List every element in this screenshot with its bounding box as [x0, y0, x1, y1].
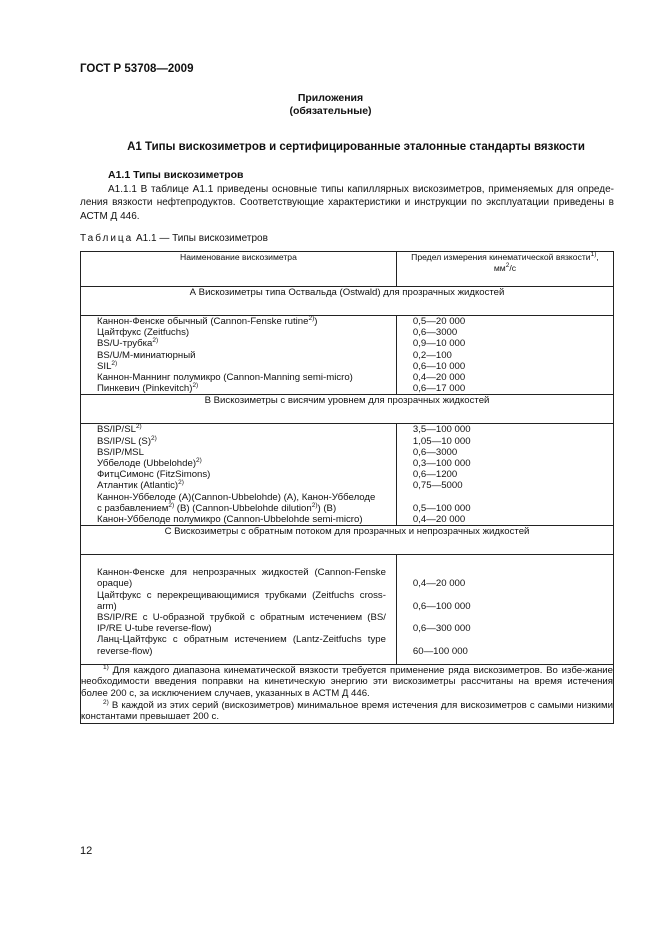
viscometer-name: arm) [97, 600, 117, 612]
viscometer-name: BS/U-трубка$^{2)}$ [97, 337, 159, 350]
range-value: 0,5—100 000 [412, 502, 471, 514]
standard-designation: ГОСТ Р 53708—2009 [80, 63, 194, 75]
group-c-rows [81, 555, 614, 665]
viscometer-name: Каннон-Уббелоде (A)(Cannon-Ubbelohde) (A), Канон-Уббелоде [97, 491, 376, 503]
range-value: 0,4—20 000 [412, 372, 466, 384]
range-value: 3,5—100 000 [412, 424, 471, 436]
range-value: 0,2—100 [412, 349, 452, 361]
group-c-title: С Вискозиметры с обратным потоком для прозрачных и непрозрачных жидкостей [81, 526, 614, 555]
viscometer-types-table [80, 251, 614, 724]
range-value: 1,05—10 000 [412, 435, 471, 447]
table-caption-label: Таблица [80, 233, 134, 244]
viscometer-name: BS/U/M-миниатюрный [97, 349, 196, 361]
viscometer-name: с разбавлением$^{2)}$ (B) (Cannon-Ubbelohde dilution$^{2)}$) (B) [97, 501, 337, 514]
table-header-row [81, 252, 614, 287]
range-value: 0,4—20 000 [412, 514, 466, 526]
group-c-values [396, 555, 613, 665]
table-footnotes-row [81, 664, 614, 723]
viscometer-name: Ланц-Цайтфукс с обратным истечением (Lantz-Zeitfuchs type [97, 634, 386, 646]
viscometer-name: BS/IP/SL $(S)^{2)}$ [97, 434, 157, 447]
range-value: 0,6—17 000 [412, 383, 466, 395]
footnote-1: $^{1)}$ Для каждого диапазона кинематической вязкости требуется применение ряда вискозиметров. Во избе-жание необходимости введения поправки на кинетическую энергию эти вискозиметры рассчитаны на время истечения более 200 с, за исключением случаев, указанных в АСТМ Д 446. [81, 663, 613, 700]
viscometer-name: SIL$^{2)}$ [97, 359, 118, 372]
group-a-heading-row [81, 287, 614, 316]
footnote-2: $^{2)}$ В каждой из этих серий (вискозиметров) минимальное время истечения для вискозиметров с самыми низкими константами превышает 200 с. [81, 698, 613, 723]
group-a-names [81, 316, 397, 395]
range-value: 0,6—100 000 [412, 600, 471, 612]
range-value: 60—100 000 [412, 645, 468, 657]
viscometer-name: Цайтфукс с перекрещивающимися трубками (Zeitfuchs cross- [97, 589, 386, 601]
viscometer-name: BS/IP/SL$^{2)}$ [97, 423, 142, 436]
viscometer-name: Каннон-Маннинг полумикро (Cannon-Manning semi-micro) [97, 372, 353, 384]
range-value: 0,6—10 000 [412, 360, 466, 372]
group-b-names [81, 424, 397, 526]
range-value: 0,75—5000 [412, 480, 463, 492]
viscometer-name: opaque) [97, 578, 133, 590]
viscometer-name: BS/IP/MSL [97, 446, 144, 458]
table-footnotes [81, 664, 614, 723]
column-header-range: Предел измерения кинематической вязкости$^{1)}$, $мм^2/с$ [396, 252, 613, 287]
group-b-heading-row [81, 395, 614, 424]
viscometer-name: Уббелоде (Ubbelohde)$^{2)}$ [97, 457, 202, 470]
group-b-title: В Вискозиметры с висячим уровнем для прозрачных жидкостей [81, 395, 614, 424]
table-caption [80, 233, 268, 244]
intro-paragraph [80, 183, 614, 223]
table-caption-title: А1.1 — Типы вискозиметров [136, 233, 268, 244]
group-b-rows [81, 424, 614, 526]
range-value: 0,3—100 000 [412, 458, 471, 470]
viscometer-name: BS/IP/RE с U-образной трубкой с обратным истечением (BS/ [97, 612, 386, 624]
viscometer-name: IP/RE U-tube reverse-flow) [97, 623, 212, 635]
column-header-name: Наименование вискозиметра [81, 252, 397, 287]
range-value: 0,5—20 000 [412, 316, 466, 327]
range-value: 0,9—10 000 [412, 338, 466, 350]
group-c-names [81, 555, 397, 665]
group-a-title: А Вискозиметры типа Оствальда (Ostwald) для прозрачных жидкостей [81, 287, 614, 316]
paragraph-line: ления вязкости нефтепродуктов. Соответствующие характеристики и инструкции по эксплуатации приведены в [80, 197, 614, 209]
range-value [413, 492, 613, 503]
paragraph-line: А1.1.1 В таблице А1.1 приведены основные типы капиллярных вискозиметров, применяемых для опреде- [108, 184, 614, 195]
viscometer-name: ФитцСимонс (FitzSimons) [97, 469, 211, 481]
page-number: 12 [80, 845, 93, 857]
range-value: 0,6—3000 [412, 327, 458, 339]
range-value: 0,4—20 000 [412, 578, 466, 590]
appendix-title: Приложения [297, 92, 364, 104]
range-value: 0,6—300 000 [412, 623, 471, 635]
group-a-values [396, 316, 613, 395]
section-title: А1 Типы вискозиметров и сертифицированные эталонные стандарты вязкости [127, 141, 585, 153]
range-value: 0,6—3000 [412, 446, 458, 458]
viscometer-name: Каннон-Фенске для непрозрачных жидкостей (Cannon-Fenske [97, 567, 386, 579]
paragraph-line: АСТМ Д 446. [80, 210, 140, 222]
viscometer-name: Каннон-Фенске обычный (Cannon-Fenske rutine$^{2)}$) [97, 315, 318, 327]
group-a-rows [81, 316, 614, 395]
viscometer-name: Канон-Уббелоде полумикро (Cannon-Ubbelohde semi-micro) [97, 514, 363, 526]
appendix-note: (обязательные) [289, 105, 372, 117]
viscometer-name: Атлантик (Atlantic)$^{2)}$ [97, 479, 184, 492]
viscometer-name: reverse-flow) [97, 645, 153, 657]
group-b-values [396, 424, 613, 526]
range-value: 0,6—1200 [412, 469, 458, 481]
viscometer-name: Цайтфукс (Zeitfuchs) [97, 327, 190, 339]
subsection-title: А1.1 Типы вискозиметров [108, 169, 244, 181]
viscometer-name: Пинкевич (Pinkevitch)$^{2)}$ [97, 382, 199, 395]
group-c-heading-row [81, 526, 614, 555]
